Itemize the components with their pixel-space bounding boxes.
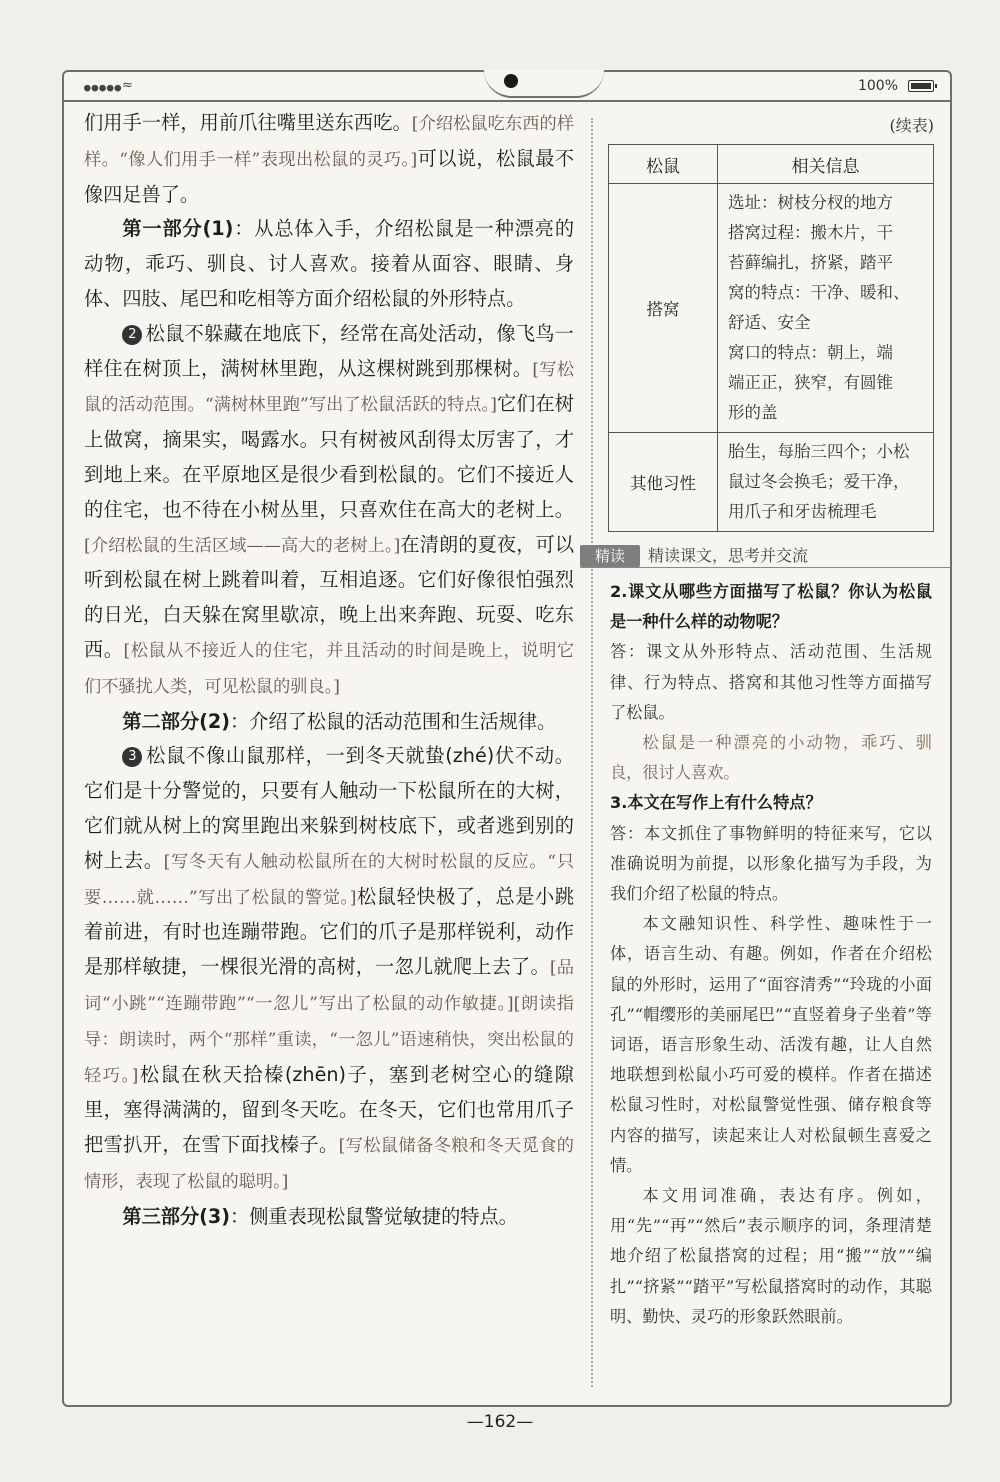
- table-info-line: 舒适、安全: [728, 313, 811, 332]
- paragraph-number-badge: 3: [122, 747, 142, 767]
- table-category-cell: 搭窝: [609, 184, 718, 433]
- table-info-line: 端正正，狭窄，有圆锥: [728, 373, 893, 392]
- part-summary-text: ：介绍了松鼠的活动范围和生活规律。: [230, 709, 557, 733]
- body-text: 松鼠不躲藏在地底下，经常在高处活动，像飞鸟一样住在树顶上，满树林里跑，从这棵树跳到那棵树。: [84, 321, 574, 380]
- table-info-cell: [718, 433, 934, 532]
- annotation-note: [写松鼠储备冬粮和冬天觅食的情形，表现了松鼠的聪明。]: [84, 1136, 574, 1192]
- table-info-cell: [718, 184, 934, 433]
- answer-3-paragraph: 本文融知识性、科学性、趣味性于一体，语言生动、有趣。例如，作者在介绍松鼠的外形时，运用了“面容清秀”“玲珑的小面孔”“帽缨形的美丽尾巴”“直竖着身子坐着”等词语，语言形象生动、活泼有趣，让人自然地联想到松鼠小巧可爱的模样。作者在描述松鼠习性时，对松鼠警觉性强、储存粮食等内容的描写，读起来让人对松鼠顿生喜爱之情。: [610, 914, 932, 1175]
- annotation-note: [松鼠从不接近人的住宅，并且活动的时间是晚上，说明它们不骚扰人类，可见松鼠的驯良。]: [84, 640, 575, 697]
- page-number: —162—: [466, 1412, 534, 1432]
- answer-3: 答：本文抓住了事物鲜明的特征来写，它以准确说明为前提，以形象化描写为手段，为我们介绍了松鼠的特点。: [610, 823, 932, 904]
- body-text: 可以说，松鼠最不像四足兽了。: [84, 146, 575, 206]
- table-row: [609, 433, 934, 532]
- table-header-row: [609, 145, 934, 184]
- annotation-note: [写松鼠的活动范围。“满树林里跑”写出了松鼠活跃的特点。]: [84, 359, 575, 416]
- section-tag: 精读: [580, 545, 640, 567]
- paragraph-2: [84, 317, 574, 705]
- part-summary-text: ：侧重表现松鼠警觉敏捷的特点。: [230, 1204, 518, 1228]
- paragraph-1-continued: [84, 106, 574, 212]
- text-column-left: [84, 106, 574, 1235]
- info-table-block: [608, 110, 934, 532]
- annotation-note: [写冬天有人触动松鼠所在的大树时松鼠的反应。“只要……就……”写出了松鼠的警觉。]: [84, 851, 575, 908]
- table-header-cell: 相关信息: [718, 145, 934, 184]
- section-underline: [580, 567, 950, 568]
- paragraph-3: [84, 739, 574, 1199]
- body-text: 们用手一样，用前爪往嘴里送东西吃。: [84, 111, 412, 134]
- answer-2-summary: 松鼠是一种漂亮的小动物，乖巧、驯良，很讨人喜欢。: [610, 733, 932, 783]
- table-continued-label: (续表): [889, 116, 934, 135]
- signal-icon: ●●●●●: [84, 81, 123, 94]
- table-info-line: 选址：树枝分杈的地方: [728, 193, 893, 212]
- table-info-line: 用爪子和牙齿梳理毛: [728, 502, 877, 521]
- column-divider: [591, 118, 593, 1387]
- body-text: 它们在树上做窝，摘果实，喝露水。只有树被风刮得太厉害了，才到地上来。在平原地区是很少看到松鼠的。它们不接近人的住宅，也不待在小树丛里，只喜欢住在高大的老树上。: [84, 392, 574, 521]
- part-summary-1: [84, 212, 574, 316]
- answer-2: 答：课文从外形特点、活动范围、生活规律、行为特点、搭窝和其他习性等方面描写了松鼠。: [610, 642, 932, 722]
- annotation-note: [介绍松鼠吃东西的样样。“像人们用手一样”表现出松鼠的灵巧。]: [84, 114, 574, 170]
- part-label: 第一部分(1): [122, 217, 234, 241]
- annotation-note: [品词“小跳”“连蹦带跑”“一忽儿”写出了松鼠的动作敏捷。][朗读指导：朗读时，两个“那样”重读，“一忽儿”语速稍快，突出松鼠的轻巧。]: [84, 958, 574, 1086]
- table-info-line: 胎生，每胎三四个；小松: [728, 442, 910, 461]
- part-summary-text: ：从总体入手，介绍松鼠是一种漂亮的动物，乖巧、驯良、讨人喜欢。接着从面容、眼睛、身体、四肢、尾巴和吃相等方面介绍松鼠的外形特点。: [84, 217, 575, 310]
- table-info-line: 苔藓编扎，挤紧，踏平: [728, 253, 893, 272]
- body-text: 松鼠不像山鼠那样，一到冬天就蛰(zhé)伏不动。它们是十分警觉的，只要有人触动一下松鼠所在的大树，它们就从树上的窝里跑出来躲到树枝底下，或者逃到别的树上去。: [84, 744, 574, 872]
- battery-icon: [908, 80, 934, 92]
- section-header-jingdu: [580, 545, 950, 567]
- table-category-cell: 其他习性: [609, 433, 718, 532]
- part-label: 第三部分(3): [122, 1204, 231, 1228]
- status-bar: [64, 72, 950, 102]
- wifi-icon: ≈: [122, 78, 133, 93]
- table-info-line: 窝口的特点：朝上，端: [728, 343, 893, 362]
- part-summary-3: [84, 1200, 574, 1235]
- body-text: 松鼠在秋天拾榛(zhēn)子，塞到老树空心的缝隙里，塞得满满的，留到冬天吃。在冬天，它们也常用爪子把雪扒开，在雪下面找榛子。: [84, 1062, 574, 1157]
- annotation-note: [介绍松鼠的生活区域——高大的老树上。]: [84, 535, 401, 556]
- part-summary-2: [84, 705, 574, 740]
- answer-3-paragraph: 本文用词准确，表达有序。例如，用“先”“再”“然后”表示顺序的词，条理清楚地介绍了松鼠搭窝的过程；用“搬”“放”“编扎”“挤紧”“踏平”写松鼠搭窝时的动作，其聪明、勤快、灵巧的形象跃然眼前。: [610, 1186, 932, 1326]
- table-info-line: 搭窝过程：搬木片，干: [728, 223, 893, 242]
- camera-icon: [504, 74, 518, 88]
- part-label: 第二部分(2): [122, 709, 231, 733]
- question-3: 3.本文在写作上有什么特点？: [610, 793, 822, 813]
- table-info-line: 窝的特点：干净、暖和、: [728, 283, 910, 302]
- table-header-cell: 松鼠: [609, 145, 718, 184]
- paragraph-number-badge: 2: [122, 325, 142, 345]
- body-text: 在清朗的夏夜，可以听到松鼠在树上跳着叫着，互相追逐。它们好像很怕强烈的日光，白天躲在窝里歇凉，晚上出来奔跑、玩耍、吃东西。: [84, 532, 575, 661]
- section-title: 精读课文，思考并交流: [648, 546, 809, 565]
- table-info-line: 形的盖: [728, 403, 778, 422]
- info-table: [608, 144, 934, 532]
- table-info-line: 鼠过冬会换毛；爱干净，: [728, 472, 910, 491]
- body-text: 松鼠轻快极了，总是小跳着前进，有时也连蹦带跑。它们的爪子是那样锐利，动作是那样敏捷，一棵很光滑的高树，一忽儿就爬上去了。: [84, 884, 575, 979]
- text-column-right: [610, 577, 932, 1332]
- question-2: 2.课文从哪些方面描写了松鼠？你认为松鼠是一种什么样的动物呢？: [610, 582, 932, 632]
- battery-percentage: 100%: [857, 78, 898, 94]
- camera-notch: [484, 70, 604, 98]
- table-row: [609, 184, 934, 433]
